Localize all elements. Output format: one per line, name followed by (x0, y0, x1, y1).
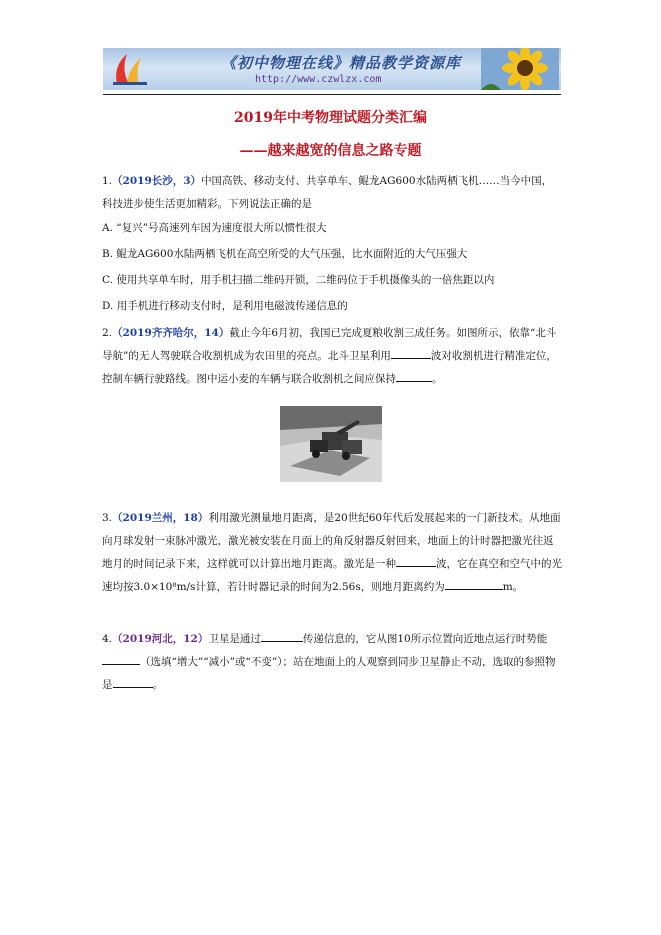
question-3 (102, 507, 562, 599)
question-number: 4. (102, 633, 113, 645)
question-source: （2019河北，12） (112, 633, 209, 645)
question-text: 传递信息的，它从图10所示位置向近地点运行时势能 (302, 633, 548, 645)
question-number: 2. (102, 327, 113, 339)
question-source: （2019长沙，3） (112, 175, 202, 187)
question-2 (102, 322, 562, 391)
question-source: （2019齐齐哈尔，14） (112, 327, 230, 339)
question-text: 利用激光测量地月距离，是20世纪60年代后发展起来的一门新技术。从地面向月球发射一束脉冲激光，激光被安装在月面上的角反射器反射回来，地面上的计时器把激光往返地月的时间记录下来，这样就可以计算出地月距离。激光是一种 (102, 512, 561, 570)
document-subtitle: ——越来越宽的信息之路专题 (239, 143, 422, 159)
answer-blank[interactable] (391, 347, 431, 359)
answer-blank[interactable] (102, 653, 140, 665)
question-text: 波，它在真空和空气中的光速均按3.0×10⁸m/s计算，若计时器记录的时间为2.56s，则地月距离约为 (102, 558, 562, 593)
answer-blank[interactable] (445, 578, 503, 590)
answer-blank[interactable] (261, 630, 303, 642)
question-text: 波对收割机进行精准定位，控制车辆行驶路线。图中运小麦的车辆与联合收割机之间应保持 (102, 350, 557, 385)
question-text: m。 (502, 581, 524, 593)
question-source: （2019兰州，18） (112, 512, 209, 524)
question-text: 。 (432, 373, 443, 385)
question-text: 。 (152, 679, 163, 691)
document-title: 2019年中考物理试题分类汇编 (234, 110, 427, 126)
question-text: 卫星是通过 (208, 633, 261, 645)
logo-icon (107, 50, 155, 88)
banner-title: 《初中物理在线》精品教学资源库 (221, 54, 462, 72)
option-c: C. 使用共享单车时，用手机扫描二维码开锁，二维码位于手机摄像头的一倍焦距以内 (102, 274, 495, 286)
question-text: （选填“增大”“减小”或“不变”）；站在地面上的人观察到同步卫星静止不动，选取的参照物是 (102, 656, 556, 691)
option-d: D. 用手机进行移动支付时，是利用电磁波传递信息的 (102, 300, 348, 312)
question-1 (102, 170, 562, 216)
question-number: 3. (102, 512, 113, 524)
question-4 (102, 628, 562, 697)
sunflower-icon (481, 48, 559, 90)
question-stem: 中国高铁、移动支付、共享单车、鲲龙AG600水陆两栖飞机……当今中国，科技进步使生活更加精彩。下列说法正确的是 (102, 175, 553, 210)
harvester-photo (280, 406, 382, 482)
header-banner (103, 48, 561, 90)
banner-divider (103, 94, 561, 95)
answer-blank[interactable] (396, 370, 432, 382)
answer-blank[interactable] (396, 555, 436, 567)
option-a: A. “复兴”号高速列车因为速度很大所以惯性很大 (102, 222, 327, 234)
option-b: B. 鲲龙AG600水陆两栖飞机在高空所受的大气压强，比水面附近的大气压强大 (102, 248, 468, 260)
question-text: 截止今年6月初，我国已完成夏粮收割三成任务。如图所示，依靠“北斗导航”的无人驾驶联合收割机成为农田里的亮点。北斗卫星利用 (102, 327, 557, 362)
banner-url[interactable]: http://www.czwlzx.com (255, 74, 382, 85)
question-number: 1. (102, 175, 113, 187)
answer-blank[interactable] (113, 676, 153, 688)
